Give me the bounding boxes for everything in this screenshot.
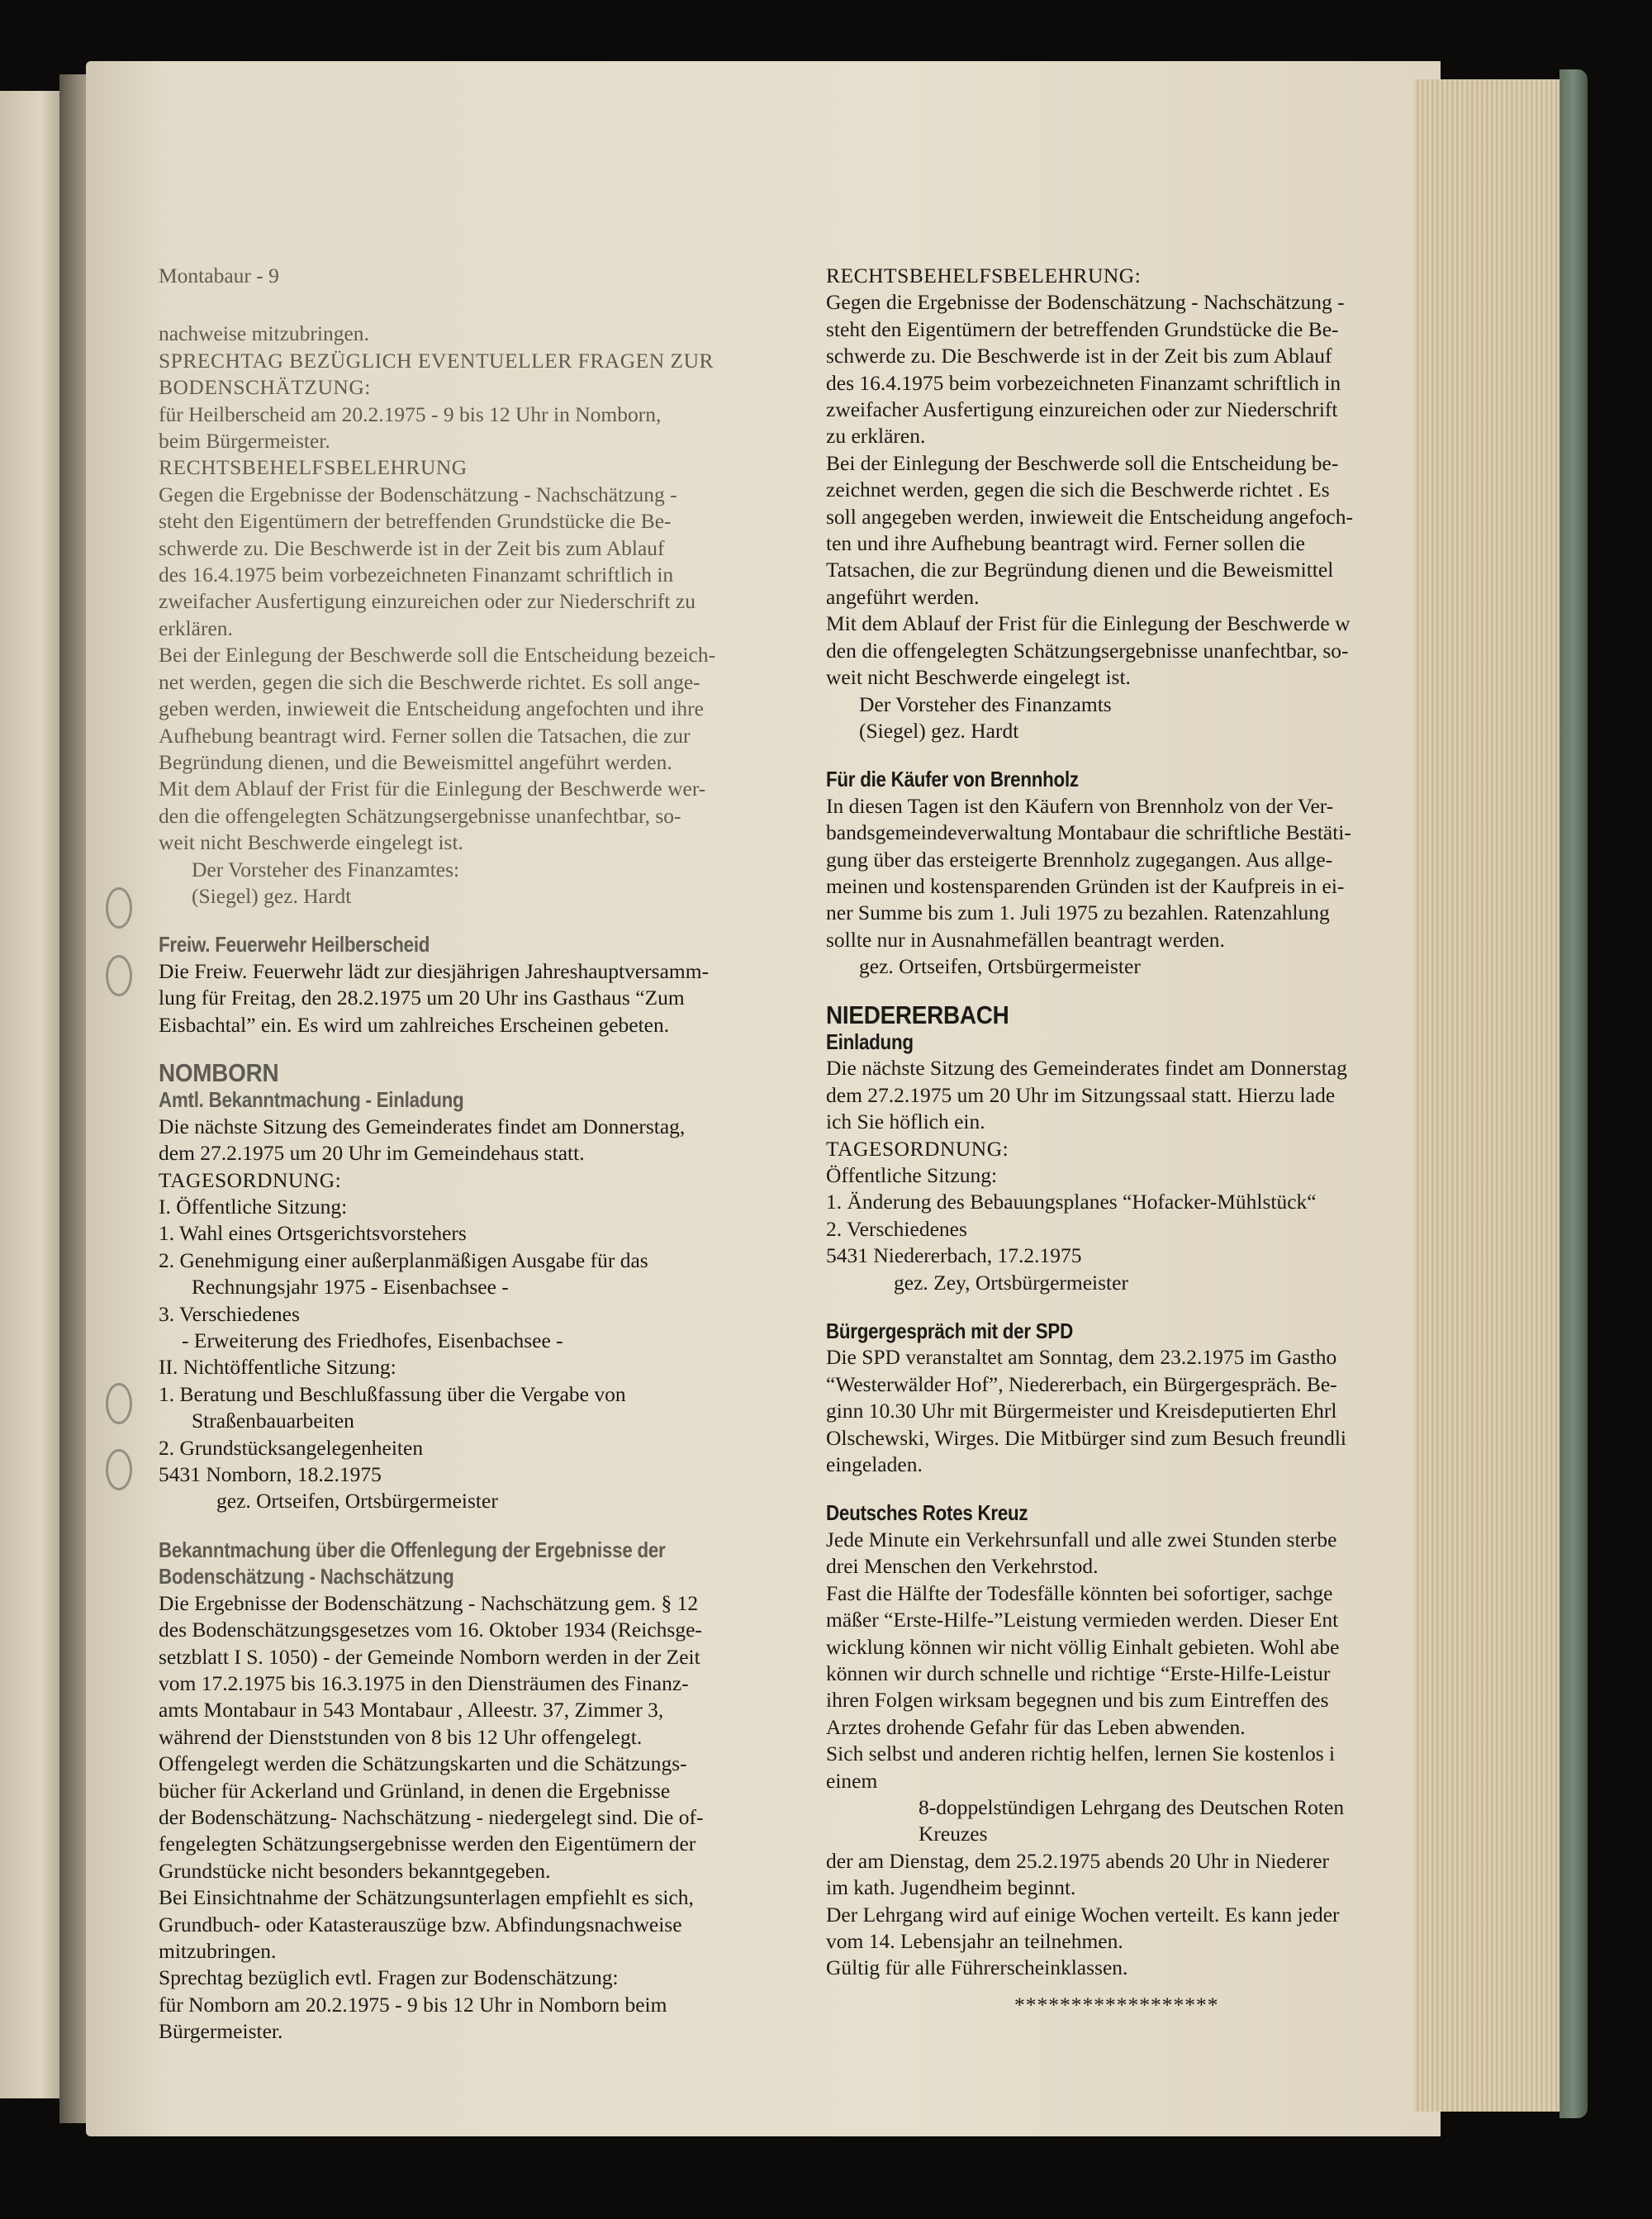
binder-hole-mark bbox=[106, 955, 132, 996]
signature-line: (Siegel) gez. Hardt bbox=[859, 718, 1019, 743]
book-cover-edge bbox=[1559, 69, 1588, 2118]
text-line: geben werden, inwieweit die Entscheidung angefochten und ihre bbox=[159, 696, 704, 721]
text-line: setzblatt I S. 1050) - der Gemeinde Nomborn werden in der Zeit bbox=[159, 1644, 700, 1669]
agenda-item: 2. Genehmigung einer außerplanmäßigen Ausgabe für das bbox=[159, 1247, 648, 1272]
place-date: 5431 Niedererbach, 17.2.1975 bbox=[826, 1243, 1082, 1268]
text-line: Sich selbst und anderen richtig helfen, lernen Sie kostenlos i bbox=[826, 1741, 1336, 1766]
text-line: beim Bürgermeister. bbox=[159, 429, 330, 454]
section-heading: Bürgergespräch mit der SPD bbox=[826, 1319, 1073, 1344]
text-line: steht den Eigentümern der betreffenden Grundstücke die Be- bbox=[826, 316, 1339, 341]
agenda-item: Rechnungsjahr 1975 - Eisenbachsee - bbox=[192, 1275, 509, 1300]
text-line: drei Menschen den Verkehrstod. bbox=[826, 1554, 1099, 1579]
text-line: Eisbachtal” ein. Es wird um zahlreiches Erscheinen gebeten. bbox=[159, 1012, 670, 1037]
course-title: Kreuzes bbox=[919, 1822, 988, 1846]
text-line: Die Freiw. Feuerwehr lädt zur diesjährigen Jahreshauptversamm- bbox=[159, 958, 710, 983]
text-line: dem 27.2.1975 um 20 Uhr im Sitzungssaal statt. Hierzu lade bbox=[826, 1082, 1336, 1107]
town-heading: NOMBORN bbox=[159, 1057, 279, 1087]
section-heading: Amtl. Bekanntmachung - Einladung bbox=[159, 1087, 464, 1113]
text-line: TAGESORDNUNG: bbox=[159, 1167, 342, 1192]
agenda-item: 1. Änderung des Bebauungsplanes “Hofacker-Mühlstück“ bbox=[826, 1190, 1317, 1214]
text-line: Olschewski, Wirges. Die Mitbürger sind zum Besuch freundli bbox=[826, 1425, 1347, 1450]
text-line: Gültig für alle Führerscheinklassen. bbox=[826, 1955, 1128, 1980]
section-heading: Bodenschätzung - Nachschätzung bbox=[159, 1564, 454, 1589]
text-line: Offengelegt werden die Schätzungskarten und die Schätzungs- bbox=[159, 1751, 687, 1776]
agenda-item: 3. Verschiedenes bbox=[159, 1301, 300, 1326]
text-line: zweifacher Ausfertigung einzureichen oder zur Niederschrift bbox=[826, 397, 1338, 422]
agenda-item: 1. Wahl eines Ortsgerichtsvorstehers bbox=[159, 1221, 467, 1246]
text-line: Die Ergebnisse der Bodenschätzung - Nachschätzung gem. § 12 bbox=[159, 1590, 699, 1615]
text-line: ten und ihre Aufhebung beantragt wird. Ferner sollen die bbox=[826, 531, 1305, 556]
text-line: “Westerwälder Hof”, Niedererbach, ein Bürgergespräch. Be- bbox=[826, 1371, 1337, 1396]
section-heading: Freiw. Feuerwehr Heilberscheid bbox=[159, 932, 430, 957]
text-line: Fast die Hälfte der Todesfälle könnten bei sofortiger, sachge bbox=[826, 1580, 1333, 1605]
text-line: schwerde zu. Die Beschwerde ist in der Zeit bis zum Ablauf bbox=[159, 535, 665, 560]
page-label: Montabaur - 9 bbox=[159, 264, 279, 287]
text-line: der Bodenschätzung- Nachschätzung - niedergelegt sind. Die of- bbox=[159, 1804, 704, 1829]
text-line: des 16.4.1975 beim vorbezeichneten Finanzamt schriftlich in bbox=[159, 563, 674, 587]
signature-line: gez. Ortseifen, Ortsbürgermeister bbox=[859, 954, 1141, 979]
text-line: Bei der Einlegung der Beschwerde soll die Entscheidung be- bbox=[826, 450, 1339, 475]
text-line: wicklung können wir nicht völlig Einhalt gebieten. Wohl abe bbox=[826, 1634, 1340, 1659]
text-line: meinen und kostensparenden Gründen ist der Kaufpreis in ei- bbox=[826, 873, 1345, 898]
town-heading: NIEDERERBACH bbox=[826, 1000, 1009, 1029]
text-line: bücher für Ackerland und Grünland, in denen die Ergebnisse bbox=[159, 1778, 671, 1803]
agenda-item: Straßenbauarbeiten bbox=[192, 1409, 354, 1433]
text-line: angeführt werden. bbox=[826, 584, 980, 609]
text-line: Gegen die Ergebnisse der Bodenschätzung - Nachschätzung - bbox=[159, 482, 677, 506]
agenda-item: 1. Beratung und Beschlußfassung über die Vergabe von bbox=[159, 1381, 626, 1406]
text-line: Sprechtag bezüglich evtl. Fragen zur Bodenschätzung: bbox=[159, 1965, 619, 1990]
text-line: einem bbox=[826, 1768, 878, 1793]
text-line: Mit dem Ablauf der Frist für die Einlegung der Beschwerde w bbox=[826, 611, 1351, 636]
text-line: amts Montabaur in 543 Montabaur , Alleestr. 37, Zimmer 3, bbox=[159, 1698, 664, 1722]
text-line: bandsgemeindeverwaltung Montabaur die schriftliche Bestäti- bbox=[826, 820, 1351, 845]
text-line: Öffentliche Sitzung: bbox=[826, 1163, 998, 1187]
text-line: erklären. bbox=[159, 615, 233, 640]
text-line: I. Öffentliche Sitzung: bbox=[159, 1195, 348, 1219]
text-line: Jede Minute ein Verkehrsunfall und alle zwei Stunden sterbe bbox=[826, 1527, 1337, 1551]
text-line: können wir durch schnelle und richtige “Erste-Hilfe-Leistur bbox=[826, 1661, 1331, 1685]
text-line: Tatsachen, die zur Begründung dienen und die Beweismittel bbox=[826, 558, 1334, 582]
text-line: BODENSCHÄTZUNG: bbox=[159, 375, 371, 400]
text-line: Grundbuch- oder Katasterauszüge bzw. Abfindungsnachweise bbox=[159, 1912, 682, 1936]
text-line: den die offengelegten Schätzungsergebnisse unanfechtbar, so- bbox=[826, 638, 1349, 663]
text-line: TAGESORDNUNG: bbox=[826, 1136, 1009, 1161]
text-line: schwerde zu. Die Beschwerde ist in der Zeit bis zum Ablauf bbox=[826, 344, 1332, 368]
text-line: während der Dienststunden von 8 bis 12 Uhr offengelegt. bbox=[159, 1724, 643, 1749]
section-heading: Für die Käufer von Brennholz bbox=[826, 767, 1079, 792]
text-line: ner Summe bis zum 1. Juli 1975 zu bezahlen. Ratenzahlung bbox=[826, 900, 1330, 925]
page-block-edge bbox=[1414, 79, 1576, 2112]
text-line: ginn 10.30 Uhr mit Bürgermeister und Kreisdeputierten Ehrl bbox=[826, 1399, 1337, 1423]
previous-page-edge bbox=[0, 91, 68, 2098]
text-line: Die nächste Sitzung des Gemeinderates findet am Donnerstag bbox=[826, 1056, 1347, 1081]
text-line: nachweise mitzubringen. bbox=[159, 321, 369, 346]
text-line: dem 27.2.1975 um 20 Uhr im Gemeindehaus statt. bbox=[159, 1141, 585, 1166]
text-line: eingeladen. bbox=[826, 1452, 923, 1477]
text-line: Die nächste Sitzung des Gemeinderates findet am Donnerstag, bbox=[159, 1114, 686, 1138]
text-line: des 16.4.1975 beim vorbezeichneten Finanzamt schriftlich in bbox=[826, 370, 1341, 395]
binder-hole-mark bbox=[106, 887, 132, 929]
agenda-item: - Erweiterung des Friedhofes, Eisenbachsee - bbox=[182, 1328, 563, 1353]
text-line: SPRECHTAG BEZÜGLICH EVENTUELLER FRAGEN ZUR bbox=[159, 348, 714, 373]
text-line: Bürgermeister. bbox=[159, 2019, 283, 2044]
text-line: Grundstücke nicht besonders bekanntgegeben. bbox=[159, 1858, 551, 1883]
section-heading: Deutsches Rotes Kreuz bbox=[826, 1500, 1028, 1526]
text-line: der am Dienstag, dem 25.2.1975 abends 20 Uhr in Niederer bbox=[826, 1848, 1329, 1873]
text-line: zweifacher Ausfertigung einzureichen oder zur Niederschrift zu bbox=[159, 589, 695, 614]
place-date: 5431 Nomborn, 18.2.1975 bbox=[159, 1462, 382, 1487]
text-line: für Heilberscheid am 20.2.1975 - 9 bis 12 Uhr in Nomborn, bbox=[159, 402, 662, 426]
text-line: Bei Einsichtnahme der Schätzungsunterlagen empfiehlt es sich, bbox=[159, 1885, 694, 1910]
text-line: Begründung dienen, und die Beweismittel angeführt werden. bbox=[159, 749, 672, 774]
star-separator: ****************** bbox=[1014, 1992, 1219, 2017]
text-line: vom 17.2.1975 bis 16.3.1975 in den Diensträumen des Finanz- bbox=[159, 1670, 689, 1695]
text-line: für Nomborn am 20.2.1975 - 9 bis 12 Uhr in Nomborn beim bbox=[159, 1992, 667, 2017]
text-line: Die SPD veranstaltet am Sonntag, dem 23.2.1975 im Gastho bbox=[826, 1345, 1337, 1370]
text-line: steht den Eigentümern der betreffenden Grundstücke die Be- bbox=[159, 509, 672, 534]
signature-line: Der Vorsteher des Finanzamtes: bbox=[192, 857, 460, 881]
text-line: sollte nur in Ausnahmefällen beantragt werden. bbox=[826, 927, 1225, 952]
agenda-item: 2. Grundstücksangelegenheiten bbox=[159, 1435, 424, 1460]
text-line: den die offengelegten Schätzungsergebnisse unanfechtbar, so- bbox=[159, 803, 681, 828]
section-heading: Bekanntmachung über die Offenlegung der Ergebnisse der bbox=[159, 1537, 666, 1562]
text-line: net werden, gegen die sich die Beschwerde richtet. Es soll ange- bbox=[159, 669, 700, 694]
signature-line: (Siegel) gez. Hardt bbox=[192, 883, 352, 908]
binder-hole-mark bbox=[106, 1449, 132, 1490]
signature-line: gez. Zey, Ortsbürgermeister bbox=[894, 1270, 1128, 1295]
section-heading: Einladung bbox=[826, 1029, 914, 1054]
text-line: gung über das ersteigerte Brennholz zugegangen. Aus allge- bbox=[826, 847, 1333, 872]
agenda-item: 2. Verschiedenes bbox=[826, 1216, 967, 1241]
text-line: vom 14. Lebensjahr an teilnehmen. bbox=[826, 1928, 1123, 1953]
right-column bbox=[826, 263, 1421, 2018]
text-line: Mit dem Ablauf der Frist für die Einlegung der Beschwerde wer- bbox=[159, 777, 706, 801]
section-heading: RECHTSBEHELFSBELEHRUNG: bbox=[826, 264, 1142, 287]
course-title: 8-doppelstündigen Lehrgang des Deutschen Roten bbox=[919, 1794, 1345, 1819]
text-line: zu erklären. bbox=[826, 424, 926, 449]
signature-line: Der Vorsteher des Finanzamts bbox=[859, 691, 1112, 716]
text-line: mäßer “Erste-Hilfe-”Leistung vermieden werden. Dieser Ent bbox=[826, 1608, 1339, 1632]
text-line: soll angegeben werden, inwieweit die Entscheidung angefoch- bbox=[826, 504, 1353, 529]
text-line: In diesen Tagen ist den Käufern von Brennholz von der Ver- bbox=[826, 793, 1334, 818]
signature-line: gez. Ortseifen, Ortsbürgermeister bbox=[216, 1489, 498, 1513]
text-line: Gegen die Ergebnisse der Bodenschätzung - Nachschätzung - bbox=[826, 290, 1345, 315]
text-line: weit nicht Beschwerde eingelegt ist. bbox=[826, 665, 1131, 690]
left-column bbox=[159, 263, 811, 2046]
text-line: Bei der Einlegung der Beschwerde soll die Entscheidung bezeich- bbox=[159, 643, 716, 668]
text-line: Arztes drohende Gefahr für das Leben abwenden. bbox=[826, 1714, 1246, 1739]
binder-hole-mark bbox=[106, 1383, 132, 1424]
text-line: RECHTSBEHELFSBELEHRUNG bbox=[159, 455, 468, 480]
text-line: zeichnet werden, gegen die sich die Beschwerde richtet . Es bbox=[826, 478, 1330, 502]
text-line: fengelegten Schätzungsergebnisse werden den Eigentümern der bbox=[159, 1832, 696, 1856]
text-line: im kath. Jugendheim beginnt. bbox=[826, 1875, 1076, 1900]
text-line: II. Nichtöffentliche Sitzung: bbox=[159, 1355, 396, 1380]
text-line: mitzubringen. bbox=[159, 1938, 277, 1963]
text-line: des Bodenschätzungsgesetzes vom 16. Oktober 1934 (Reichsge- bbox=[159, 1618, 702, 1642]
text-line: Aufhebung beantragt wird. Ferner sollen die Tatsachen, die zur bbox=[159, 723, 691, 748]
text-line: weit nicht Beschwerde eingelegt ist. bbox=[159, 830, 463, 855]
left-top-text bbox=[159, 321, 811, 910]
text-line: lung für Freitag, den 28.2.1975 um 20 Uhr ins Gasthaus “Zum bbox=[159, 986, 685, 1010]
text-line: ich Sie höflich ein. bbox=[826, 1110, 985, 1134]
text-line: ihren Folgen wirksam begegnen und bis zum Eintreffen des bbox=[826, 1688, 1329, 1713]
text-line: Der Lehrgang wird auf einige Wochen verteilt. Es kann jeder bbox=[826, 1902, 1340, 1927]
